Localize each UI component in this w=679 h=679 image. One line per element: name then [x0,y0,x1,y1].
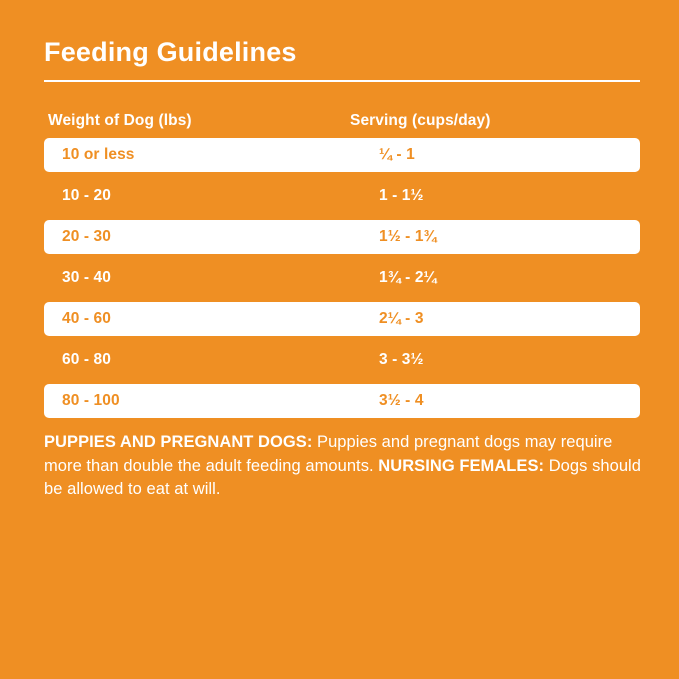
table-row [44,261,640,295]
table-row [44,138,640,172]
table-row [44,220,640,254]
cell-weight: 60 - 80 [62,351,111,369]
cell-serving: 1½ - 1¾ [379,228,437,246]
cell-weight: 20 - 30 [62,228,111,246]
table-header-row [44,104,640,138]
page-title: Feeding Guidelines [44,37,297,67]
cell-serving: 2¼ - 3 [379,310,424,328]
cell-weight: 10 - 20 [62,187,111,205]
cell-serving: ¼ - 1 [379,146,415,164]
cell-weight: 40 - 60 [62,310,111,328]
feeding-note [44,431,644,501]
note-label-nursing: NURSING FEMALES: [378,456,545,475]
cell-weight: 30 - 40 [62,269,111,287]
table-row [44,179,640,213]
cell-weight: 10 or less [62,146,135,164]
column-header-serving: Serving (cups/day) [350,112,491,130]
table-row [44,302,640,336]
cell-serving: 3 - 3½ [379,351,424,369]
column-header-weight: Weight of Dog (lbs) [48,112,192,130]
table-row [44,384,640,418]
cell-serving: 1 - 1½ [379,187,424,205]
cell-weight: 80 - 100 [62,392,120,410]
cell-serving: 3½ - 4 [379,392,424,410]
note-text-nursing: Dogs should be allowed to eat at will. [44,456,641,499]
feeding-table [44,104,640,418]
note-text-puppies: Puppies and pregnant dogs may require more than double the adult feeding amounts. [44,433,613,475]
table-row [44,343,640,377]
note-label-puppies: PUPPIES AND PREGNANT DOGS: [44,433,313,452]
cell-serving: 1¾ - 2¼ [379,269,437,287]
title-divider [44,80,640,82]
